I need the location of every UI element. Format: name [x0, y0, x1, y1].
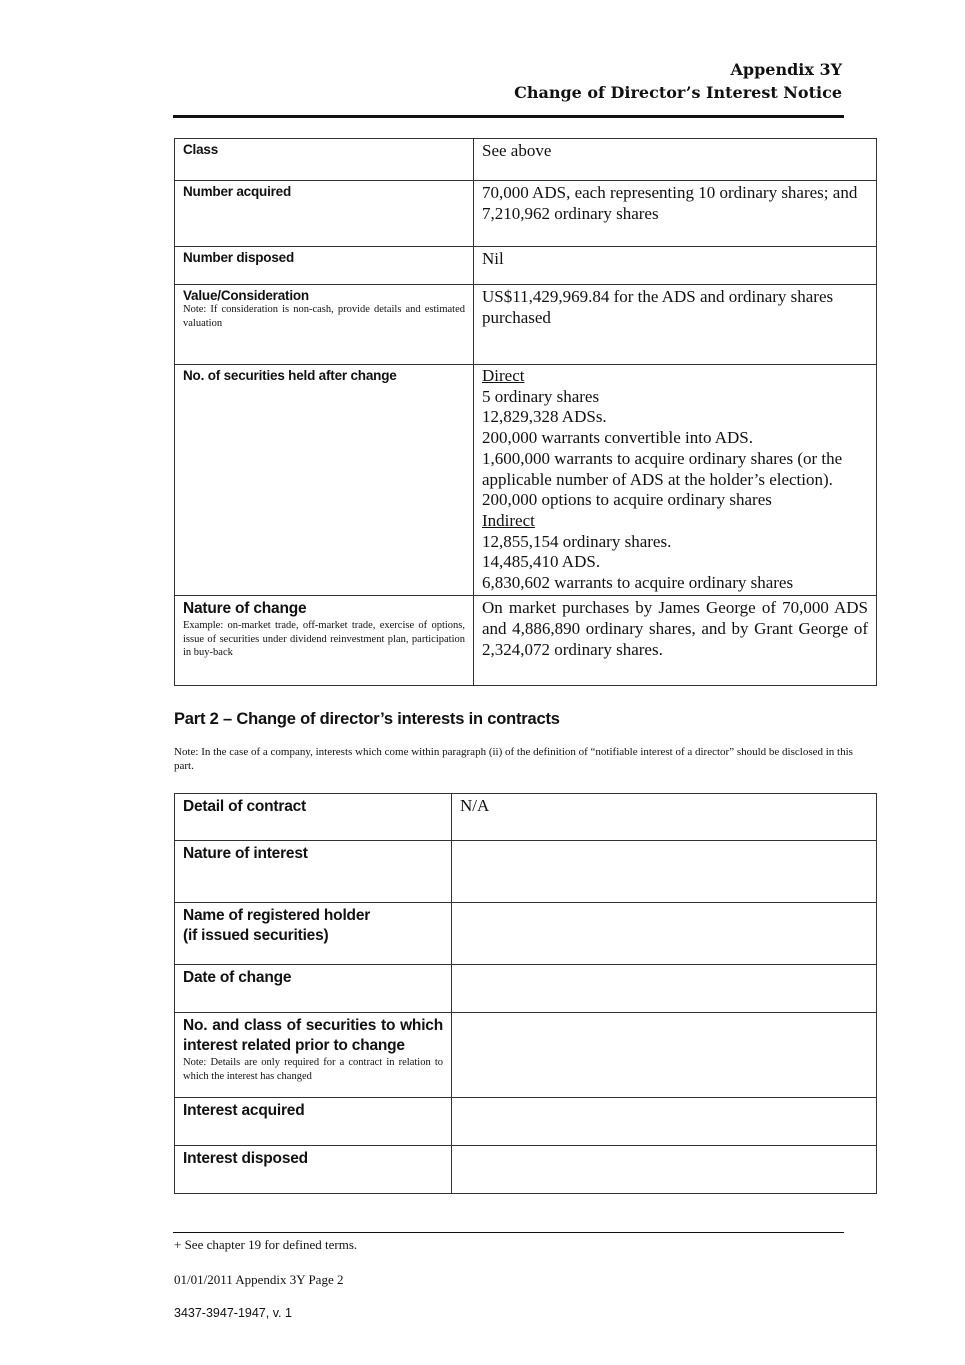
direct-item: 5 ordinary shares [482, 386, 600, 406]
direct-item: 200,000 options to acquire ordinary shares [482, 490, 772, 510]
direct-item: 200,000 warrants convertible into ADS. [482, 428, 754, 448]
footer-page-info: 01/01/2011 Appendix 3Y Page 2 [174, 1272, 344, 1287]
interest-acquired-label: Interest acquired [183, 1102, 305, 1119]
nature-of-change-label: Nature of change [183, 600, 307, 617]
value-consideration-value: US$11,429,969.84 for the ADS and ordinary shares purchased [482, 287, 834, 327]
footer-defined-terms: + See chapter 19 for defined terms. [174, 1237, 358, 1252]
class-label: Class [183, 142, 219, 157]
header-rule [173, 115, 844, 118]
nature-of-change-note: Example: on-market trade, off-market trade, exercise of options, issue of securities under dividend reinvestment plan, participation in buy-back [183, 620, 465, 658]
indirect-heading: Indirect [482, 510, 535, 530]
number-acquired-label: Number acquired [183, 184, 292, 199]
part2-title: Part 2 – Change of director’s interests in contracts [174, 710, 560, 728]
registered-holder-label-1: Name of registered holder [183, 907, 371, 924]
direct-item: 12,829,328 ADSs. [482, 407, 607, 427]
indirect-item: 14,485,410 ADS. [482, 552, 601, 572]
nature-of-change-value: On market purchases by James George of 70,000 ADS and 4,886,890 ordinary shares, and by Grant George of 2,324,072 ordinary shares. [482, 598, 868, 659]
securities-after-label: No. of securities held after change [183, 368, 397, 383]
interest-disposed-label: Interest disposed [183, 1150, 308, 1167]
row-number-acquired [175, 181, 877, 247]
row-nature-of-interest [175, 841, 877, 903]
footer-rule [173, 1232, 844, 1233]
row-number-disposed [175, 247, 877, 285]
value-consideration-label: Value/Consideration [183, 288, 309, 303]
row-interest-acquired [175, 1098, 877, 1146]
class-value: See above [482, 141, 552, 160]
header-appendix: Appendix 3Y [730, 60, 842, 79]
nature-of-interest-label: Nature of interest [183, 845, 308, 862]
number-disposed-value: Nil [482, 249, 504, 268]
securities-prior-label: No. and class of securities to which interest related prior to change [183, 1017, 443, 1054]
footer-doc-id: 3437-3947-1947, v. 1 [174, 1306, 292, 1320]
number-acquired-value-2: 7,210,962 ordinary shares [482, 204, 659, 223]
row-interest-disposed [175, 1146, 877, 1194]
row-date-of-change [175, 965, 877, 1013]
direct-item: 1,600,000 warrants to acquire ordinary shares (or the applicable number of ADS at the holder’s election). [482, 448, 843, 489]
part2-note: Note: In the case of a company, interests which come within paragraph (ii) of the definition of “notifiable interest of a director” should be disclosed in this part. [174, 746, 853, 772]
registered-holder-label-2: (if issued securities) [183, 927, 329, 944]
part1-table [174, 138, 877, 686]
row-securities-prior [175, 1013, 877, 1098]
row-nature-of-change [175, 596, 877, 686]
document-header [514, 58, 842, 104]
date-of-change-label: Date of change [183, 969, 292, 986]
detail-of-contract-value: N/A [460, 796, 490, 815]
row-class [175, 139, 877, 181]
securities-prior-note: Note: Details are only required for a contract in relation to which the interest has changed [183, 1057, 443, 1082]
indirect-item: 12,855,154 ordinary shares. [482, 531, 672, 551]
value-consideration-note: Note: If consideration is non-cash, provide details and estimated valuation [183, 304, 465, 329]
direct-heading: Direct [482, 366, 525, 385]
part2-table [174, 793, 877, 1194]
detail-of-contract-label: Detail of contract [183, 798, 307, 815]
number-disposed-label: Number disposed [183, 250, 295, 265]
row-detail-of-contract [175, 794, 877, 841]
number-acquired-value-1: 70,000 ADS, each representing 10 ordinary shares; and [482, 183, 858, 202]
indirect-item: 6,830,602 warrants to acquire ordinary shares [482, 573, 794, 593]
row-securities-after [175, 365, 877, 596]
row-value-consideration [175, 285, 877, 365]
header-title: Change of Director’s Interest Notice [514, 83, 842, 102]
row-registered-holder [175, 903, 877, 965]
